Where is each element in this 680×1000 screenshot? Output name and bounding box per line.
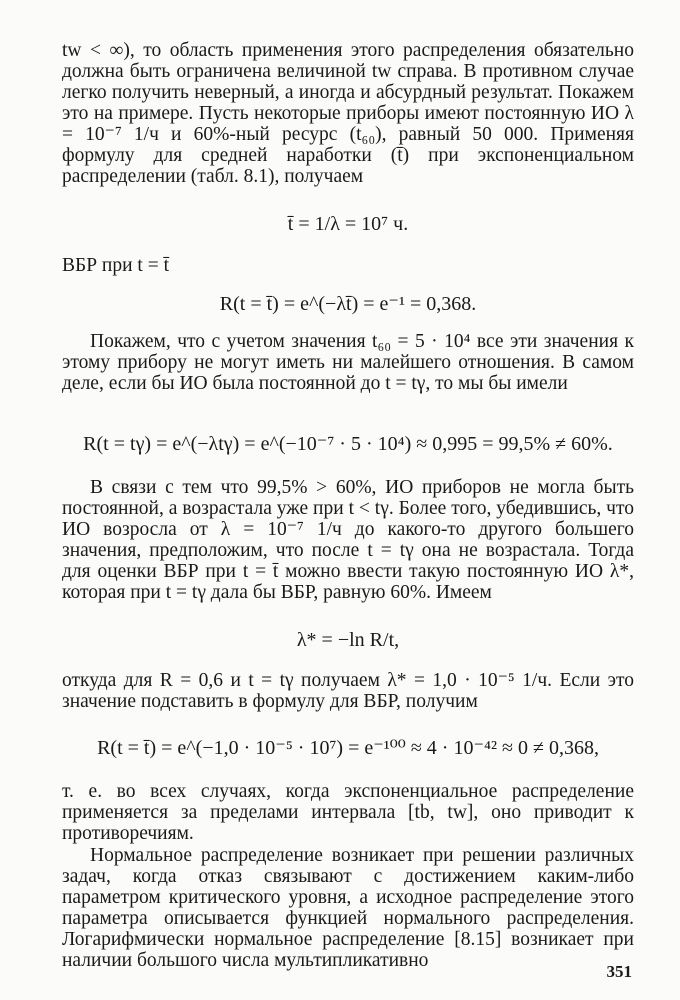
paragraph-5: т. е. во всех случаях, когда экспоненциальное распределение применяется за пределами интервала [tb, tw], оно приводит к противоречиям. (62, 781, 634, 844)
paragraph-3: В связи с тем что 99,5% > 60%, ИО приборов не могла быть постоянной, а возрастала уже при t < tγ. Более того, убедившись, что ИО возросла от λ = 10⁻⁷ 1/ч до какого-то другого большего значения, предположим, что после t = tγ она не возрастала. Тогда для оценки ВБР при t = t̄ можно ввести такую постоянную ИО λ*, которая при t = tγ дала бы ВБР, равную 60%. Имеем (62, 477, 634, 603)
formula-reliability-tgamma: R(t = tγ) = e^(−λtγ) = e^(−10⁻⁷ · 5 · 10⁴) ≈ 0,995 = 99,5% ≠ 60%. (83, 433, 613, 455)
formula-lambda-star: λ* = −ln R/t, (296, 629, 400, 651)
paragraph-4: откуда для R = 0,6 и t = tγ получаем λ* = 1,0 · 10⁻⁵ 1/ч. Если это значение подставить в формулу для ВБР, получим (62, 670, 634, 712)
vbr-label: ВБР при t = t̄ (62, 255, 170, 276)
paragraph-1: tw < ∞), то область применения этого распределения обязательно должна быть ограничена величиной tw справа. В противном случае легко получить неверный, а иногда и абсурдный результат. Покажем это на примере. Пусть некоторые приборы имеют постоянную ИО λ = 10⁻⁷ 1/ч и 60%-ный ресурс (t₆₀), равный 50 000. Применяя формулу для средней наработки (t̄) при экспоненциальном распределении (табл. 8.1), получаем (62, 40, 634, 187)
page-number: 351 (606, 962, 632, 981)
formula-reliability-star: R(t = t̄) = e^(−1,0 · 10⁻⁵ · 10⁷) = e⁻¹⁰⁰ ≈ 4 · 10⁻⁴² ≈ 0 ≠ 0,368, (97, 737, 599, 759)
paragraph-6: Нормальное распределение возникает при решении различных задач, когда отказ связывают с достижением каким-либо параметром критического уровня, а исходное распределение этого параметра описывается функцией нормального распределения. Логарифмически нормальное распределение [8.15] возникает при наличии большого числа мультипликативно (62, 845, 634, 971)
paragraph-2: Покажем, что с учетом значения t₆₀ = 5 · 10⁴ все эти значения к этому прибору не могут иметь ни малейшего отношения. В самом деле, если бы ИО была постоянной до t = tγ, то мы бы имели (62, 331, 634, 394)
formula-reliability-mean: R(t = t̄) = e^(−λt̄) = e⁻¹ = 0,368. (219, 293, 477, 315)
formula-mean-time: t̄ = 1/λ = 10⁷ ч. (287, 213, 409, 235)
